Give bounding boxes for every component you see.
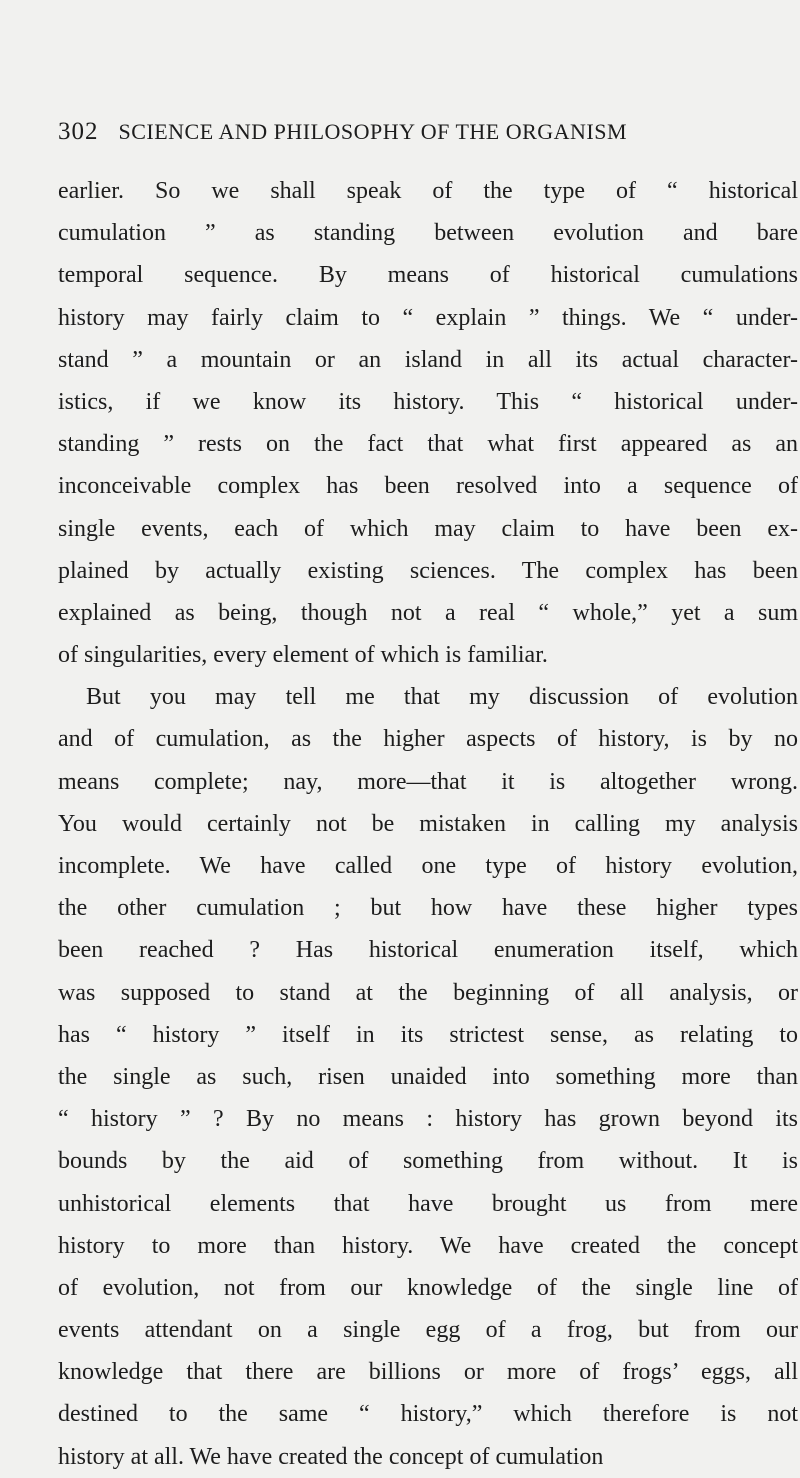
text-line: of evolution, not from our knowledge of the single line of bbox=[58, 1274, 798, 1301]
body-text bbox=[58, 170, 798, 1478]
text-line: istics, if we know its history. This “ historical under- bbox=[58, 388, 798, 415]
text-line: cumulation ” as standing between evolution and bare bbox=[58, 220, 798, 247]
running-title: SCIENCE AND PHILOSOPHY OF THE ORGANISM bbox=[118, 119, 628, 144]
running-head bbox=[58, 118, 758, 158]
text-line: means complete; nay, more—that it is altogether wrong. bbox=[58, 768, 798, 795]
text-line: and of cumulation, as the higher aspects of history, is by no bbox=[58, 726, 798, 753]
text-line: the single as such, risen unaided into something more than bbox=[58, 1063, 798, 1090]
text-line: standing ” rests on the fact that what first appeared as an bbox=[58, 431, 798, 458]
text-line: “ history ” ? By no means : history has grown beyond its bbox=[58, 1106, 798, 1133]
text-line: knowledge that there are billions or more of frogs’ eggs, all bbox=[58, 1359, 798, 1386]
text-line: unhistorical elements that have brought us from mere bbox=[58, 1190, 798, 1217]
text-line: history may fairly claim to “ explain ” things. We “ under- bbox=[58, 304, 798, 331]
text-line: earlier. So we shall speak of the type of “ historical bbox=[58, 178, 798, 204]
text-line: incomplete. We have called one type of history evolution, bbox=[58, 853, 798, 879]
text-line: stand ” a mountain or an island in all its actual character- bbox=[58, 346, 798, 373]
text-line: plained by actually existing sciences. The complex has been bbox=[58, 557, 798, 584]
text-line: temporal sequence. By means of historical cumulations bbox=[58, 262, 798, 289]
text-line: inconceivable complex has been resolved into a sequence of bbox=[58, 473, 798, 500]
text-line: events attendant on a single egg of a frog, but from our bbox=[58, 1317, 798, 1344]
text-line: You would certainly not be mistaken in calling my analysis bbox=[58, 810, 798, 837]
text-line: explained as being, though not a real “ whole,” yet a sum bbox=[58, 599, 798, 626]
text-line: history to more than history. We have created the concept bbox=[58, 1232, 798, 1259]
text-line: has “ history ” itself in its strictest sense, as relating to bbox=[58, 1021, 798, 1048]
text-line: been reached ? Has historical enumeration itself, which bbox=[58, 937, 798, 964]
text-line: history at all. We have created the concept of cumulation bbox=[58, 1443, 604, 1470]
text-line: of singularities, every element of which is familiar. bbox=[58, 642, 548, 669]
text-line: the other cumulation ; but how have these higher types bbox=[58, 895, 798, 922]
text-line: was supposed to stand at the beginning of all analysis, or bbox=[58, 979, 798, 1006]
text-line: single events, each of which may claim to have been ex- bbox=[58, 515, 798, 542]
page-number: 302 bbox=[58, 118, 99, 145]
text-line: bounds by the aid of something from without. It is bbox=[58, 1148, 798, 1175]
text-line: But you may tell me that my discussion of evolution bbox=[86, 684, 798, 711]
text-line: destined to the same “ history,” which therefore is not bbox=[58, 1401, 798, 1428]
